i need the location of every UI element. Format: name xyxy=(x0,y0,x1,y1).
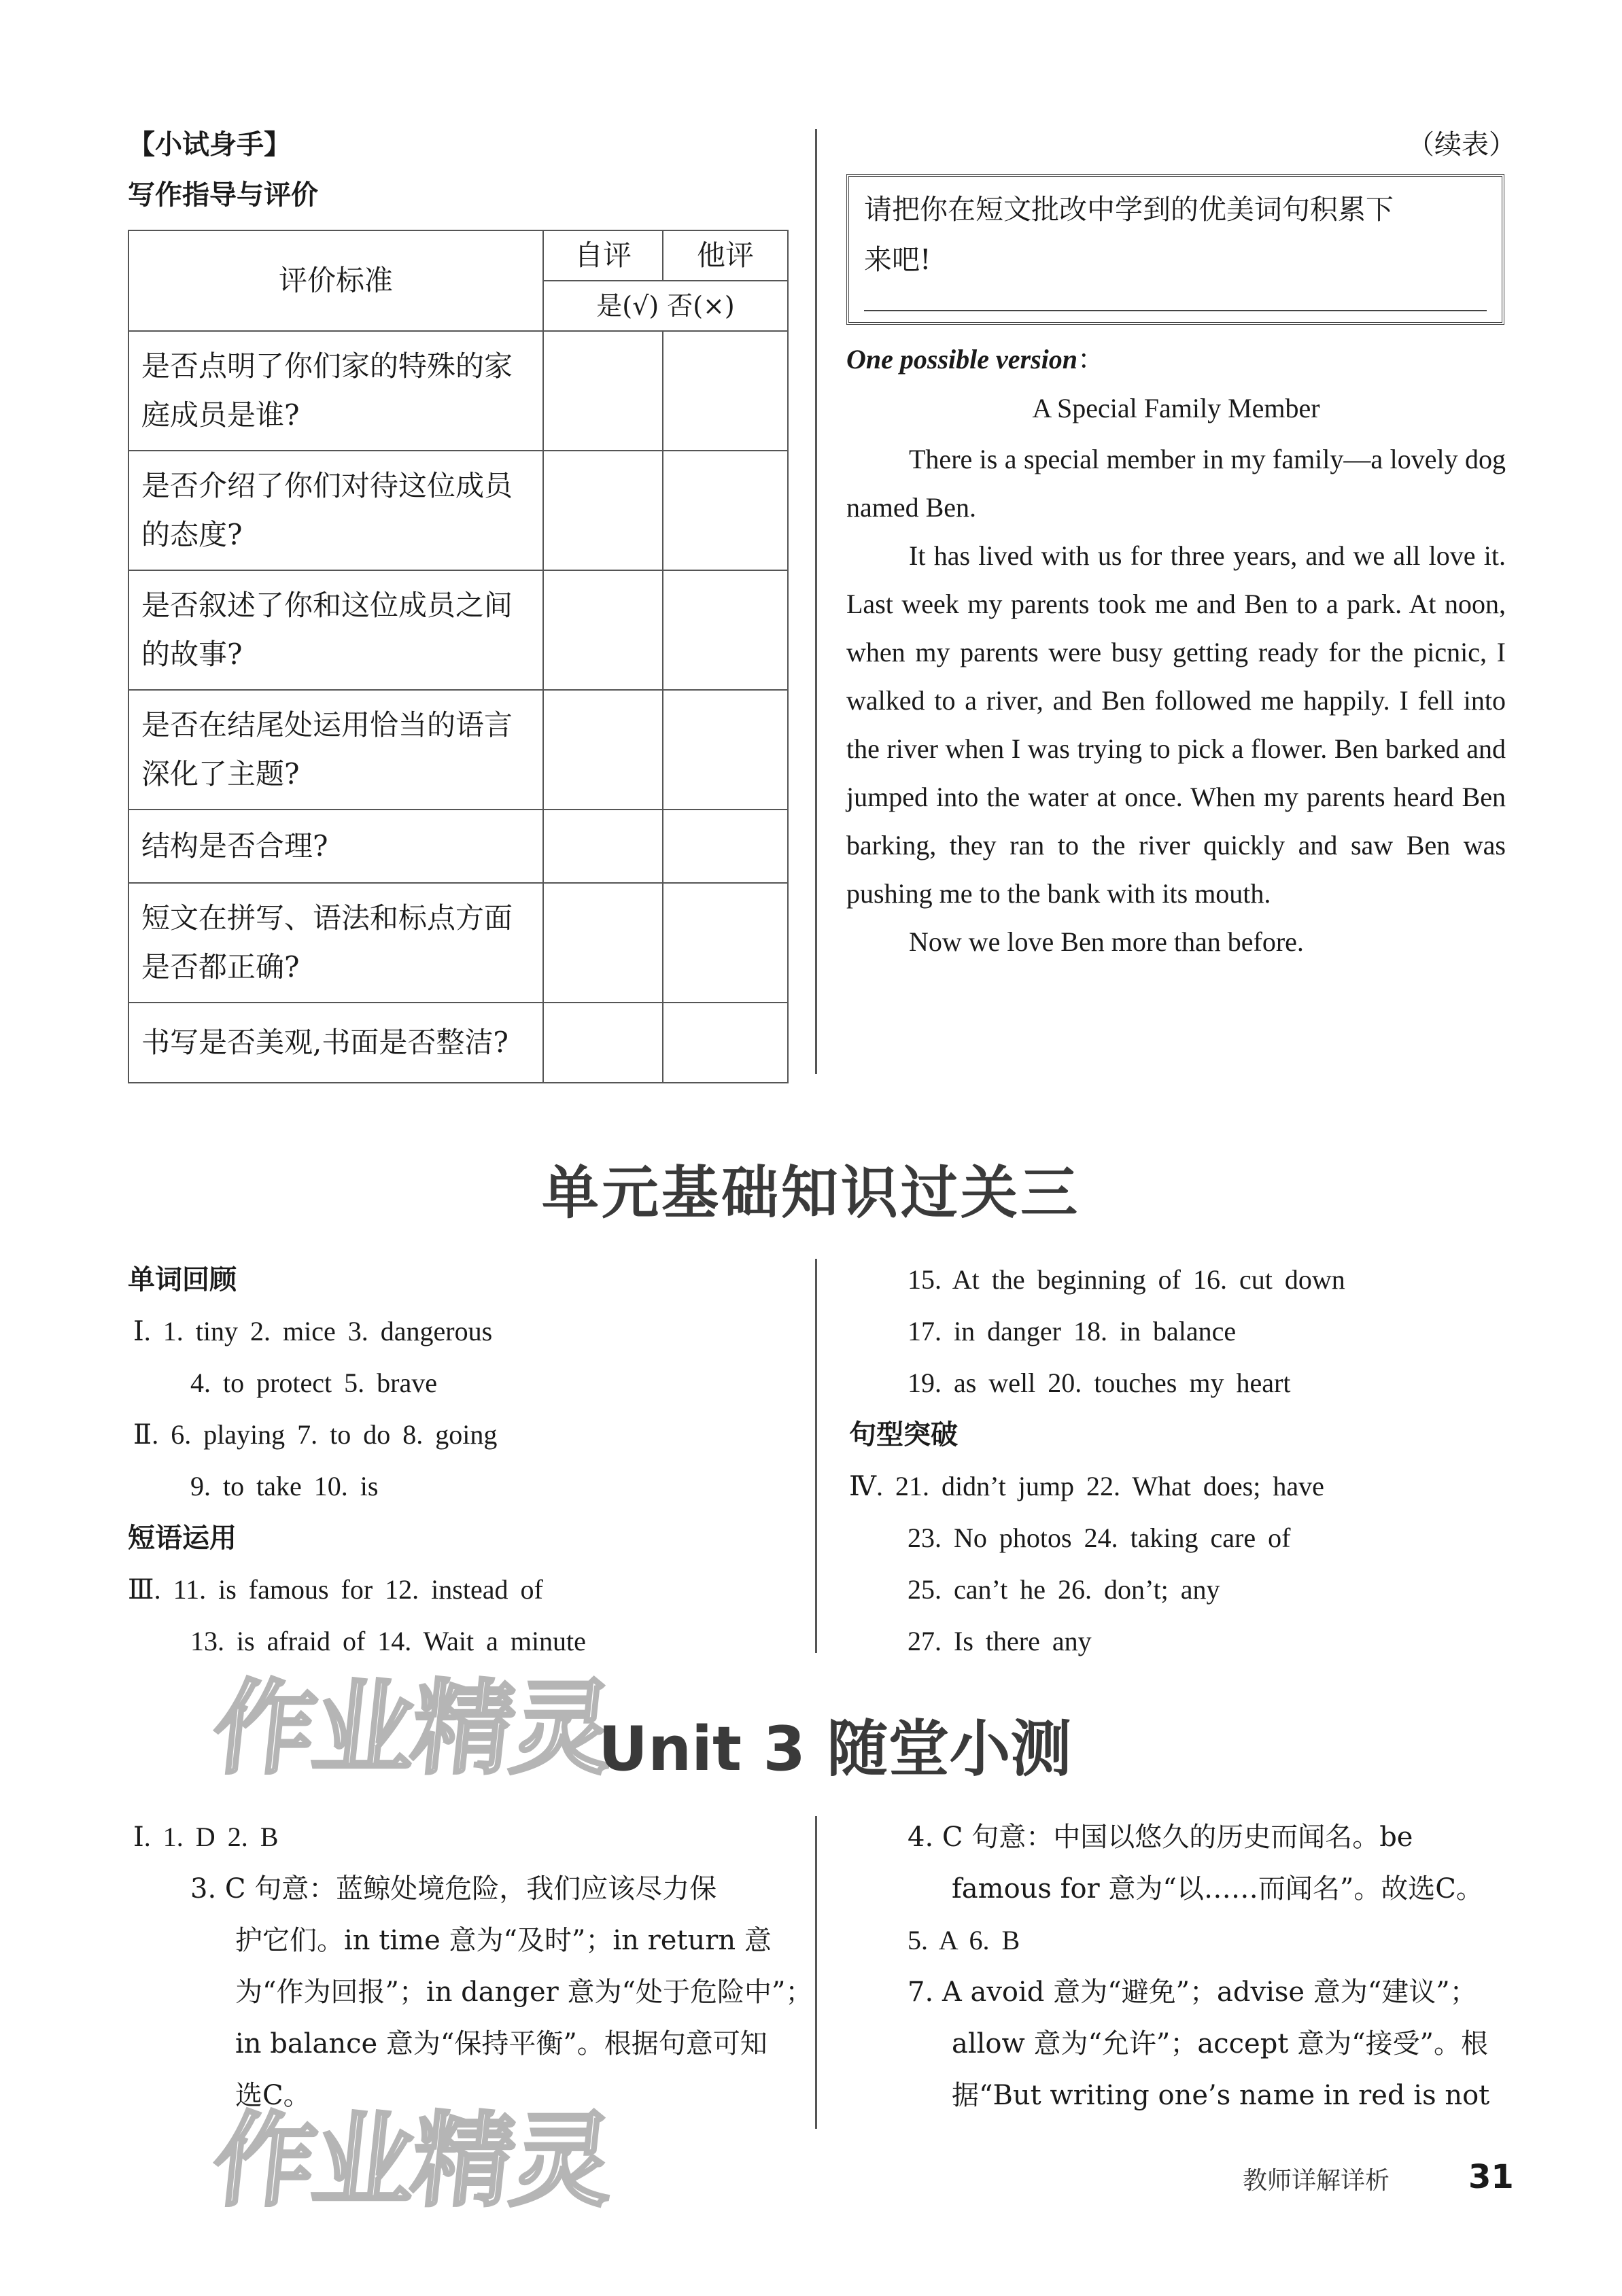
peer-eval-cell[interactable] xyxy=(663,810,788,883)
answer-line: Ⅲ. 11. is famous for 12. instead of xyxy=(128,1574,543,1605)
sentence-pattern-heading: 句型突破 xyxy=(849,1419,958,1450)
table-row xyxy=(128,570,788,690)
criteria-cell: 短文在拼写、语法和标点方面 是否都正确? xyxy=(128,883,543,1003)
yes-no-legend: 是(√) 否(×) xyxy=(543,281,788,331)
column-divider xyxy=(815,1259,817,1653)
criteria-cell: 是否介绍了你们对待这位成员 的态度? xyxy=(128,451,543,570)
unit-knowledge-title: 单元基础知识过关三 xyxy=(541,1160,1080,1226)
answer-line: Ⅳ. 21. didn’t jump 22. What does; have xyxy=(849,1471,1324,1501)
answer-line: allow 意为“允许”；accept 意为“接受”。根 xyxy=(952,2028,1488,2059)
essay-paragraph: There is a special member in my family—a lovely dog named Ben. xyxy=(846,444,1506,523)
criteria-cell: 是否叙述了你和这位成员之间 的故事? xyxy=(128,570,543,690)
answer-line: 27. Is there any xyxy=(908,1626,1092,1656)
table-row xyxy=(128,883,788,1003)
column-divider xyxy=(815,129,817,1074)
answer-line: Ⅰ. 1. D 2. B xyxy=(133,1822,279,1852)
criteria-cell: 是否在结尾处运用恰当的语言 深化了主题? xyxy=(128,690,543,810)
vocab-review-heading: 单词回顾 xyxy=(128,1264,237,1295)
answer-line: 4. C 句意：中国以悠久的历史而闻名。be xyxy=(908,1822,1413,1853)
answer-line: 23. No photos 24. taking care of xyxy=(908,1523,1291,1553)
watermark-logo: 作业精灵 xyxy=(207,1670,617,1788)
answer-line: 选C。 xyxy=(235,2080,311,2111)
answer-line: famous for 意为“以……而闻名”。故选C。 xyxy=(952,1873,1483,1904)
self-eval-cell[interactable] xyxy=(543,570,663,690)
notes-prompt-line1: 请把你在短文批改中学到的优美词句积累下 xyxy=(864,193,1394,226)
criteria-cell: 书写是否美观,书面是否整洁? xyxy=(128,1003,543,1083)
essay-paragraph: Now we love Ben more than before. xyxy=(909,926,1304,957)
version-label: One possible version： xyxy=(846,344,1105,375)
peer-eval-cell[interactable] xyxy=(663,331,788,451)
essay-title: A Special Family Member xyxy=(1032,393,1320,423)
criteria-cell: 是否点明了你们家的特殊的家 庭成员是谁? xyxy=(128,331,543,451)
peer-eval-cell[interactable] xyxy=(663,1003,788,1083)
answer-line: 3. C 句意：蓝鲸处境危险，我们应该尽力保 xyxy=(190,1873,717,1904)
answer-line: 为“作为回报”；in danger 意为“处于危险中”； xyxy=(235,1977,813,2008)
self-eval-cell[interactable] xyxy=(543,451,663,570)
notes-box[interactable] xyxy=(846,174,1504,325)
answer-line: 7. A avoid 意为“避免”；advise 意为“建议”； xyxy=(908,1977,1477,2008)
self-eval-cell[interactable] xyxy=(543,1003,663,1083)
column-divider xyxy=(815,1816,817,2129)
answer-line: 17. in danger 18. in balance xyxy=(908,1316,1237,1346)
answer-line: 13. is afraid of 14. Wait a minute xyxy=(190,1626,586,1656)
footer-label: 教师详解详析 xyxy=(1243,2167,1390,2195)
essay-paragraph: It has lived with us for three years, and we all love it. Last week my parents took me and Ben to a park. At noon, when my parents were busy getting ready for the picnic, I walked to a river, and Ben followed me happily. I fell into the river when I was trying to pick a flower. Ben barked and jumped into the water at once. When my parents heard Ben barking, they ran to the river quickly and saw Ben was pushing me to the bank with its mouth. xyxy=(846,540,1506,909)
answer-line: Ⅰ. 1. tiny 2. mice 3. dangerous xyxy=(133,1316,493,1346)
practice-tag: 【小试身手】 xyxy=(128,129,291,160)
answer-line: 15. At the beginning of 16. cut down xyxy=(908,1264,1345,1295)
answer-line: 25. can’t he 26. don’t; any xyxy=(908,1574,1220,1605)
answer-line: 4. to protect 5. brave xyxy=(190,1368,437,1398)
criteria-cell: 结构是否合理? xyxy=(128,810,543,883)
essay-body xyxy=(846,435,1506,966)
answer-line: 9. to take 10. is xyxy=(190,1471,379,1501)
peer-eval-cell[interactable] xyxy=(663,690,788,810)
table-row xyxy=(128,451,788,570)
notes-prompt-line2: 来吧! xyxy=(864,243,931,276)
page-number: 31 xyxy=(1468,2158,1514,2196)
table-row xyxy=(128,810,788,883)
peer-eval-header: 他评 xyxy=(663,230,788,281)
criteria-header: 评价标准 xyxy=(128,230,543,331)
peer-eval-cell[interactable] xyxy=(663,570,788,690)
self-eval-cell[interactable] xyxy=(543,883,663,1003)
answer-line: Ⅱ. 6. playing 7. to do 8. going xyxy=(133,1419,498,1450)
table-row xyxy=(128,690,788,810)
answer-line: 19. as well 20. touches my heart xyxy=(908,1368,1291,1398)
answer-line: 护它们。in time 意为“及时”；in return 意 xyxy=(235,1925,772,1956)
peer-eval-cell[interactable] xyxy=(663,451,788,570)
watermark-logo: 作业精灵 xyxy=(207,2102,617,2221)
self-eval-cell[interactable] xyxy=(543,690,663,810)
peer-eval-cell[interactable] xyxy=(663,883,788,1003)
self-eval-cell[interactable] xyxy=(543,810,663,883)
self-eval-header: 自评 xyxy=(543,230,663,281)
table-row xyxy=(128,1003,788,1083)
self-eval-cell[interactable] xyxy=(543,331,663,451)
continued-label: （续表） xyxy=(1407,129,1516,160)
evaluation-table xyxy=(128,230,789,1083)
writing-guide-subtitle: 写作指导与评价 xyxy=(128,179,318,211)
answer-line: 据“But writing one’s name in red is not xyxy=(952,2080,1490,2111)
answer-line: in balance 意为“保持平衡”。根据句意可知 xyxy=(235,2028,767,2059)
table-row xyxy=(128,331,788,451)
unit3-quiz-title: Unit 3 随堂小测 xyxy=(598,1714,1072,1785)
notes-writing-line[interactable] xyxy=(864,310,1487,311)
answer-line: 5. A 6. B xyxy=(908,1925,1020,1955)
phrase-usage-heading: 短语运用 xyxy=(128,1523,237,1554)
